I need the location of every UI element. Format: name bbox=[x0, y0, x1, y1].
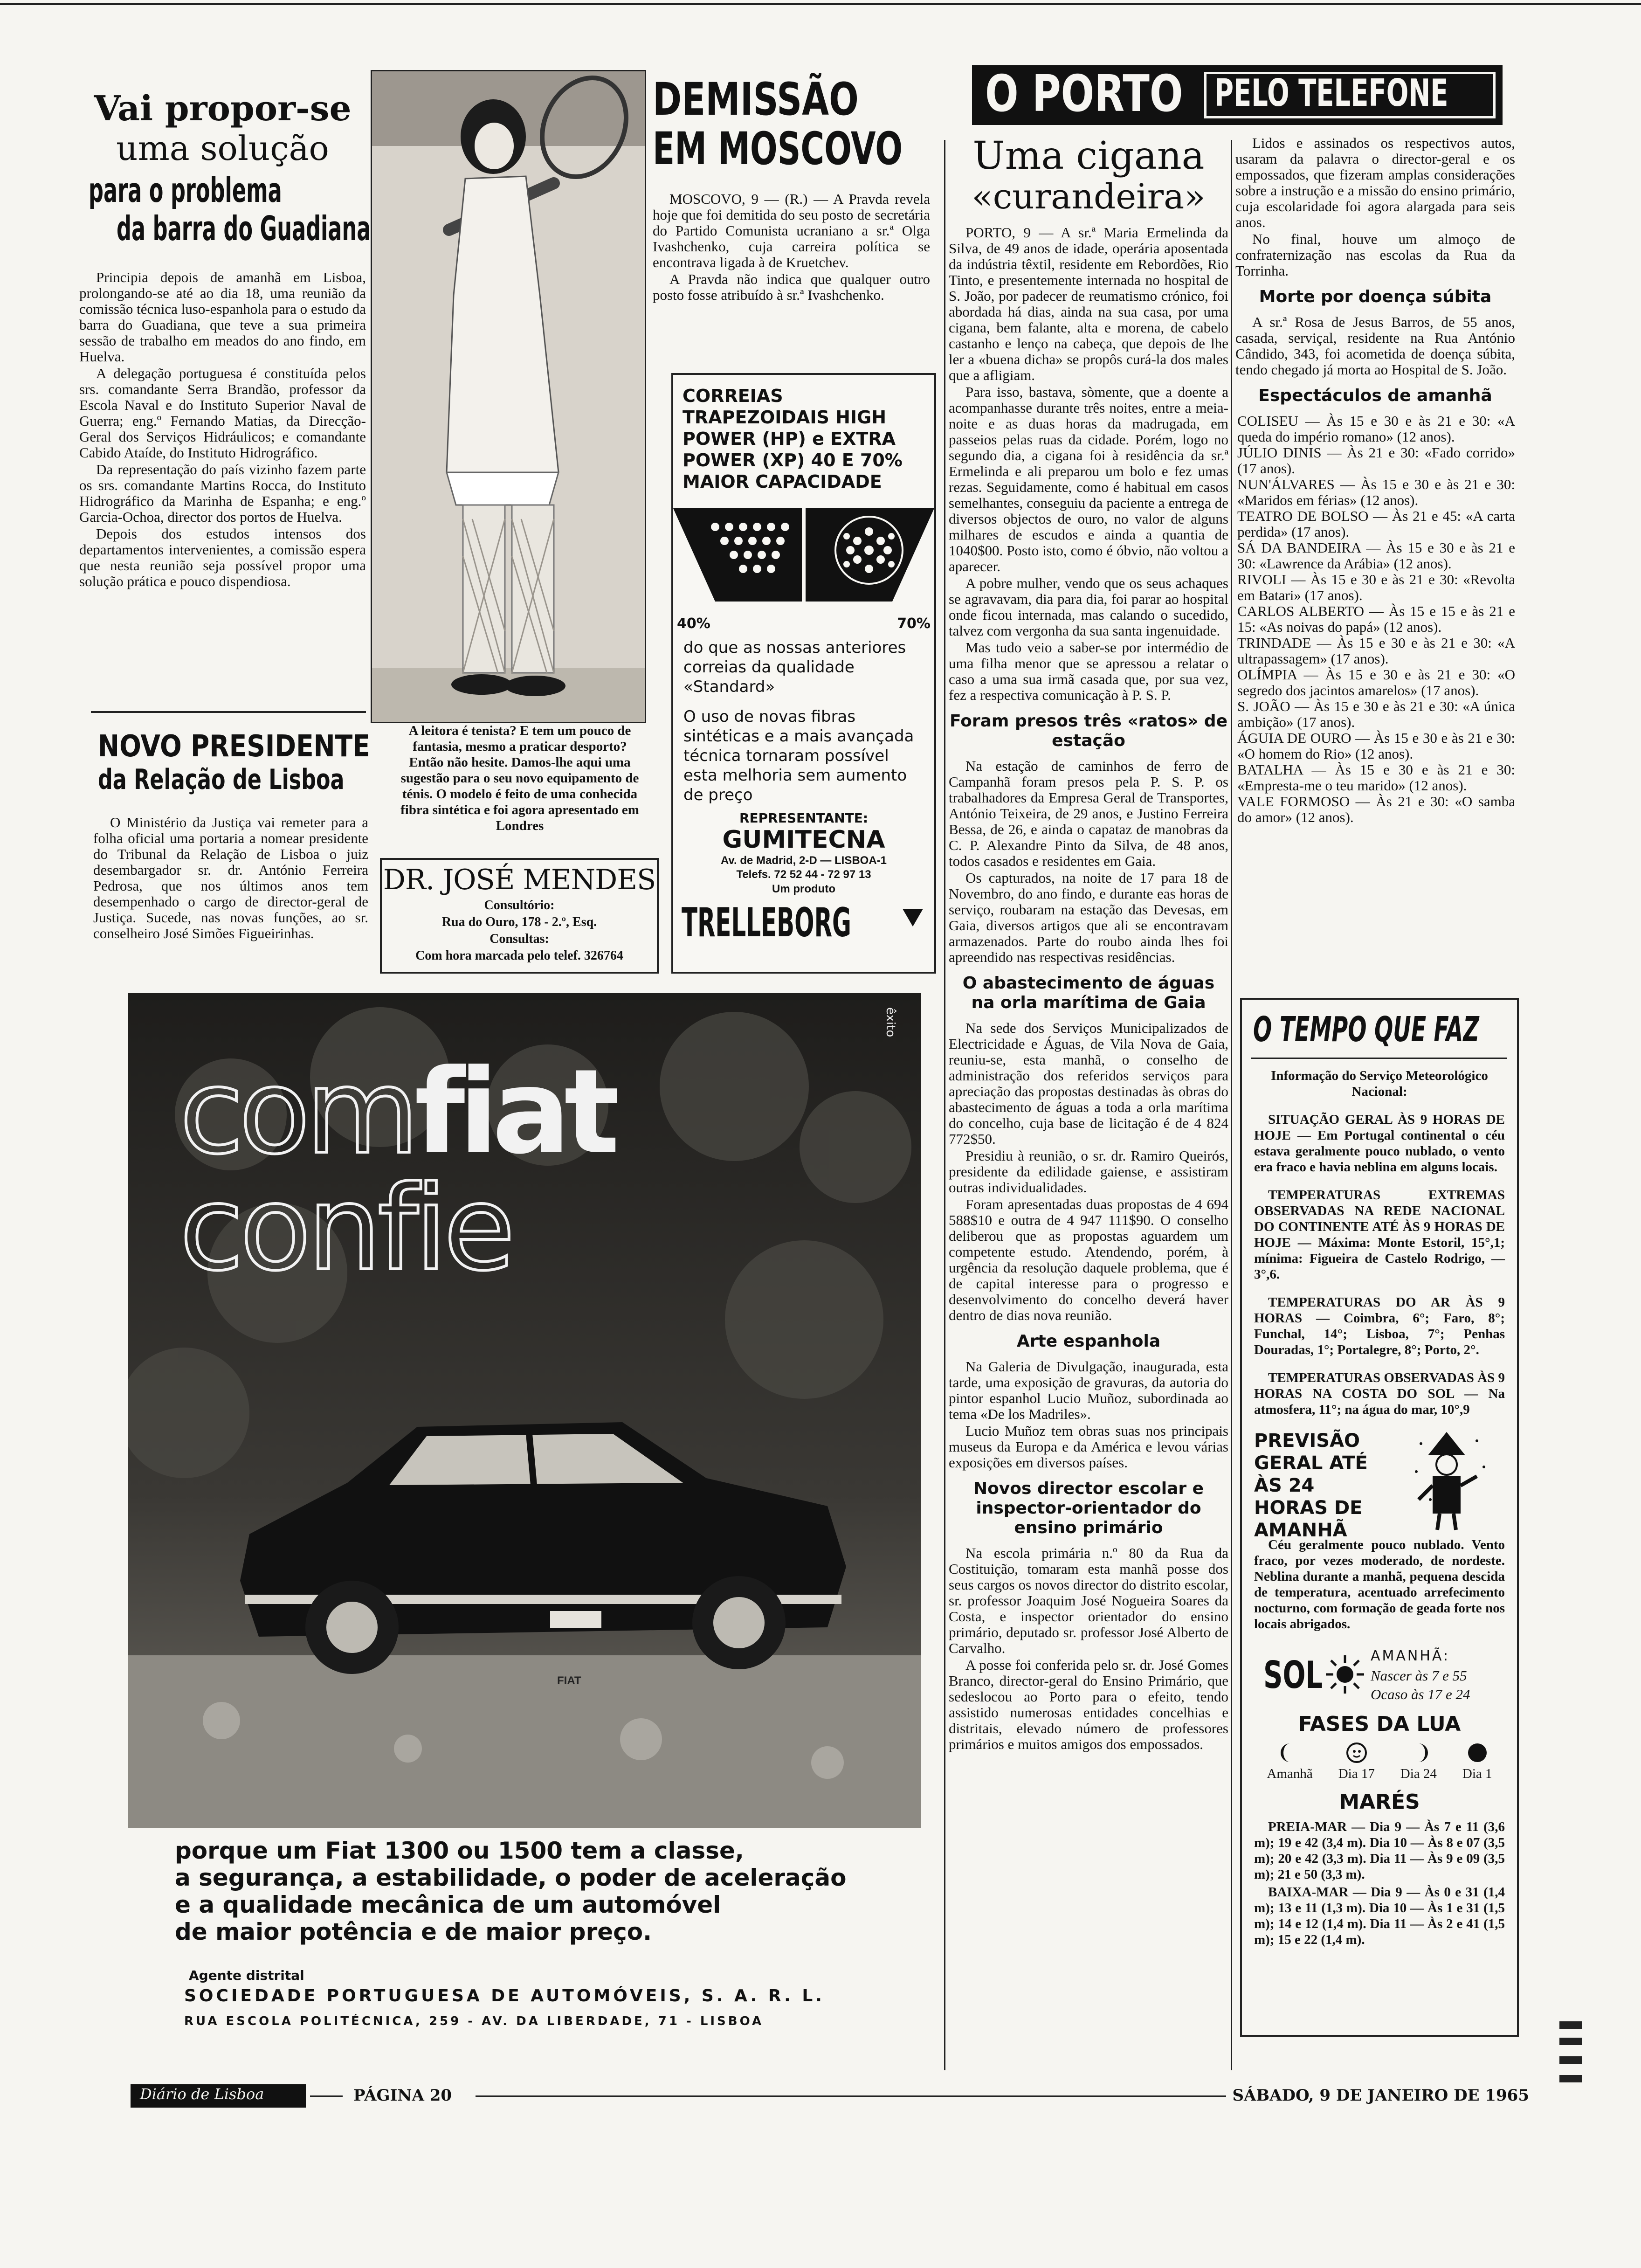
slogan-line: de maior potência e de maior preço. bbox=[175, 1918, 652, 1945]
preia-mar: PREIA-MAR — Dia 9 — Às 7 e 11 (3,6 m); 19 e 42 (3,4 m). Dia 10 — Às 8 e 07 (3,5 m); 20 e 42 (3,3 m). Dia 11 — Às 9 e 09 (3,5 m); 21 e 50 (3,3 m). bbox=[1254, 1819, 1505, 1882]
paragraph: Para isso, bastava, sòmente, que a doente a acompanhasse durante três noites, entre a meia-noite e as duas horas da madrugada, em passeios pelas ruas da cidade. Porém, logo no segundo dia, a cigana foi à residência da sr.ª Ermelinda e ali preparou um bolo e fez umas rezas. Seguidamente, como é habitual em casos semelhantes, conseguiu da paciente a entrega de diversos objectos de ouro, no valor de alguns milhares de escudos e ainda a quantia de 1040$00. Posto isto, como é óbvio, não voltou a aparecer. bbox=[949, 384, 1228, 574]
moon-phase bbox=[1338, 1741, 1375, 1782]
headline-line: EM MOSCOVO bbox=[653, 123, 903, 175]
mares-body bbox=[1254, 1819, 1505, 1948]
register-mark bbox=[1559, 2075, 1582, 2082]
list-item: TRINDADE — Às 15 e 30 e às 21 e 30: «A ultrapassagem» (17 anos). bbox=[1237, 635, 1515, 667]
porto-title: O PORTO bbox=[985, 65, 1183, 123]
paragraph: Lidos e assinados os respectivos autos, usaram da palavra o director-geral e os empossados, que fizeram amplas considerações sobre a instrução e a missão do ensino primário, cuja escolaridade foi agora alargada para seis anos. bbox=[1235, 135, 1515, 230]
headline-line: Vai propor-se bbox=[94, 89, 352, 129]
paragraph: Na sede dos Serviços Municipalizados de Electricidade e Águas, de Vila Nova de Gaia, reuniu-se, esta manhã, o conselho de administração dos referidos serviços para apreciação das propostas destinadas às obras do abastecimento de águas a toda a orla marítima do concelho, cuja base de licitação é de 4 824 772$50. bbox=[949, 1020, 1228, 1147]
word-confie: confie bbox=[179, 1161, 512, 1296]
belt-cross-section-graphic bbox=[673, 499, 934, 615]
photo-frame bbox=[371, 70, 646, 723]
headline-line: Uma cigana bbox=[972, 134, 1205, 178]
register-mark bbox=[1559, 2038, 1582, 2045]
body bbox=[79, 270, 366, 589]
ocaso-text: Ocaso às 17 e 24 bbox=[1371, 1686, 1470, 1702]
slogan-line: a segurança, a estabilidade, o poder de aceleração bbox=[175, 1864, 847, 1891]
body bbox=[653, 191, 930, 303]
doctor-line: Consultas: bbox=[490, 932, 549, 946]
paragraph: Na Galeria de Divulgação, inaugurada, esta tarde, uma exposição de gravuras, da autoria do pintor espanhol Lucio Muñoz, subordinada ao tema «De los Madriles». bbox=[949, 1358, 1228, 1422]
headline-line: da Relação de Lisboa bbox=[98, 763, 345, 796]
rep-name: GUMITECNA bbox=[722, 826, 885, 854]
weather-extremas: TEMPERATURAS EXTREMAS OBSERVADAS NA REDE NACIONAL DO CONTINENTE ATÉ ÀS 9 HORAS DE HOJE — Máxima: Monte Estoril, 15°,1; mínima: Figueira de Castelo Rodrigo, —3°,6. bbox=[1254, 1188, 1505, 1282]
mares-title: MARÉS bbox=[1339, 1790, 1420, 1814]
slogan-line: porque um Fiat 1300 ou 1500 tem a classe, bbox=[175, 1837, 744, 1864]
phase-label: Dia 24 bbox=[1400, 1766, 1437, 1781]
list-item: VALE FORMOSO — Às 21 e 30: «O samba do amor» (12 anos). bbox=[1237, 793, 1515, 825]
rep-phones: Telefs. 72 52 44 - 72 97 13 bbox=[736, 868, 871, 881]
paragraph: A pobre mulher, vendo que os seus achaques se agravavam, dia para dia, foi parar ao hospital onde ficou internada, mas calando o sucedido, talvez com vergonha da sua santa ingenuidade. bbox=[949, 575, 1228, 639]
column-rule bbox=[91, 711, 366, 713]
ad-trelleborg bbox=[671, 373, 936, 974]
pct-right: 70% bbox=[897, 615, 931, 632]
subheadline: O abastecimento de águas na orla marítima de Gaia bbox=[962, 974, 1215, 1012]
list-item: BATALHA — Às 15 e 30 e às 21 e 30: «Empresta-me o teu marido» (12 anos). bbox=[1237, 761, 1515, 794]
page-date: SÁBADO, 9 DE JANEIRO DE 1965 bbox=[1226, 2086, 1529, 2105]
tennis-player-photo bbox=[372, 71, 645, 722]
list-item: OLÍMPIA — Às 15 e 30 e às 21 e 30: «O segredo dos jacintos amarelos» (17 anos). bbox=[1237, 666, 1515, 698]
word-com: com bbox=[179, 1044, 414, 1180]
headline-line: «curandeira» bbox=[972, 177, 1206, 217]
weather-intro: Informação do Serviço Meteorológico Nacional: bbox=[1271, 1068, 1488, 1099]
body bbox=[1235, 135, 1515, 279]
moon-phases bbox=[1254, 1741, 1505, 1782]
weather-man-illustration-icon bbox=[1402, 1430, 1496, 1532]
list-item: RIVOLI — Às 15 e 30 e às 21 e 30: «Revolta em Batari» (17 anos). bbox=[1237, 571, 1515, 603]
porto-subtitle: PELO TELEFONE bbox=[1214, 71, 1448, 115]
paragraph: Mas tudo veio a saber-se por intermédio de uma filha menor que se apressou a relatar o caso a uma sua irmã casada que, por sua vez, fez a respectiva comunicação à P. S. P. bbox=[949, 639, 1228, 703]
phase-label: Amanhã bbox=[1267, 1766, 1313, 1781]
spectacles-list bbox=[1235, 413, 1515, 825]
plate-text: FIAT bbox=[557, 1674, 581, 1687]
subheadline: Arte espanhola bbox=[1016, 1332, 1161, 1351]
rep-address: Av. de Madrid, 2-D — LISBOA-1 bbox=[720, 854, 887, 867]
doctor-name: DR. JOSÉ MENDES bbox=[383, 864, 656, 896]
previsao-title: PREVISÃO GERAL ATÉ ÀS 24 HORAS DE AMANHÃ bbox=[1254, 1430, 1368, 1541]
ad-headline: CORREIAS TRAPEZOIDAIS HIGH POWER (HP) e EXTRA POWER (XP) 40 E 70% MAIOR CAPACIDADE bbox=[683, 386, 903, 492]
word-fiat: fiat bbox=[414, 1044, 614, 1180]
previsao-body bbox=[1254, 1537, 1505, 1632]
paragraph: No final, houve um almoço de confraternização nas escolas da Rua da Torrinha. bbox=[1235, 231, 1515, 279]
footer-rule bbox=[310, 2095, 343, 2097]
fiat-wordmark-confie bbox=[179, 1161, 512, 1296]
list-item: COLISEU — Às 15 e 30 e às 21 e 30: «A queda do império romano» (12 anos). bbox=[1237, 413, 1515, 445]
paragraph: Principia depois de amanhã em Lisboa, prolongando-se até ao dia 18, uma reunião da comissão técnica luso-espanhola para o estudo da barra do Guadiana, que teve a sua primeira sessão de trabalho em meados do ano findo, em Huelva. bbox=[79, 269, 366, 365]
article-cigana bbox=[949, 135, 1228, 1753]
paragraph: Depois dos estudos intensos dos departamentos intervenientes, a comissão espera que nesta reunião seja possível propor uma solução prática e pouco dispendiosa. bbox=[79, 526, 366, 589]
weather-situacao: SITUAÇÃO GERAL ÀS 9 HORAS DE HOJE — Em Portugal continental o céu estava geralmente pouco nublado, o vento era fraco e havia neblina em alguns locais. bbox=[1254, 1112, 1505, 1175]
weather-box bbox=[1240, 998, 1519, 2037]
fases-title: FASES DA LUA bbox=[1298, 1712, 1461, 1736]
ad-line-standard: do que as nossas anteriores correias da qualidade «Standard» bbox=[683, 638, 906, 696]
headline bbox=[79, 89, 371, 248]
article-relacao bbox=[93, 730, 368, 942]
weather-ar: TEMPERATURAS DO AR ÀS 9 HORAS — Coimbra, 6°; Faro, 8°; Funchal, 14°; Lisboa, 7°; Penhas Douradas, 1°; Portalegre, 8°; Porto, 2°. bbox=[1254, 1295, 1505, 1357]
paragraph: A delegação portuguesa é constituída pelos srs. comandante Serra Brandão, professor da Escola Naval e do Instituto Superior Naval de Guerra; eng.º Fernando Matias, da Direcção-Geral dos Serviços Hidráulicos; e comandante Cabido Ataíde, do Instituto Hidrográfico. bbox=[79, 365, 366, 461]
body bbox=[949, 758, 1228, 965]
paragraph: MOSCOVO, 9 — (R.) — A Pravda revela hoje que foi demitida do seu posto de secretária do Partido Comunista ucraniano a sr.ª Olga Ivashchenko, cuja carreira política se encontrava ligada à de Kruetchev. bbox=[653, 191, 930, 270]
baixa-mar: BAIXA-MAR — Dia 9 — Às 0 e 31 (1,4 m); 13 e 11 (1,3 m). Dia 10 — Às 1 e 31 (1,5 m); 14 e 12 (1,4 m). Dia 11 — Às 2 e 41 (1,5 m); 15 e 22 (1,4 m). bbox=[1254, 1885, 1505, 1947]
moon-full-icon bbox=[1345, 1741, 1368, 1764]
article-moscovo bbox=[653, 75, 930, 304]
moon-new-icon bbox=[1466, 1741, 1489, 1764]
sun-icon bbox=[1324, 1653, 1366, 1695]
list-item: SÁ DA BANDEIRA — Às 15 e 30 e às 21 e 30: «Lawrence da Arábia» (12 anos). bbox=[1237, 539, 1515, 572]
headline-line: DEMISSÃO bbox=[653, 73, 859, 125]
paragraph: A Pravda não indica que qualquer outro posto fosse atribuído à sr.ª Ivashchenko. bbox=[653, 271, 930, 303]
slogan-line: e a qualidade mecânica de um automóvel bbox=[175, 1891, 721, 1918]
paragraph: Foram apresentadas duas propostas de 4 694 588$10 e outra de 4 947 111$90. O conselho deliberou que as propostas aguardem um competente estudo. Atendendo, porém, à urgência da resolução daquele problema, que é de capital interesse para o progresso e desenvolvimento do concelho deverá haver dentro de dias nova reunião. bbox=[949, 1196, 1228, 1323]
headline-line: para o problema bbox=[89, 171, 282, 210]
nascer-text: Nascer às 7 e 55 bbox=[1371, 1667, 1467, 1684]
body bbox=[949, 1545, 1228, 1752]
agent-label: Agente distrital bbox=[189, 1968, 304, 1983]
column-rule bbox=[944, 140, 945, 2070]
doctor-line: Consultório: bbox=[484, 898, 555, 913]
footer bbox=[131, 2080, 1529, 2112]
amanha-label: AMANHÃ: bbox=[1371, 1648, 1450, 1664]
fiat-slogan bbox=[175, 1837, 874, 1945]
rep-label: REPRESENTANTE: bbox=[739, 810, 869, 826]
fiat-wordmark bbox=[179, 1044, 614, 1180]
masthead-text: Diário de Lisboa bbox=[140, 2085, 264, 2103]
caption-text: A leitora é tenista? E tem um pouco de fantasia, mesmo a praticar desporto? Então não hesite. Damos-lhe aqui uma sugestão para o seu novo equipamento de ténis. O modelo é feito de uma conhecida fibra sintética e foi agora apresentado em Londres bbox=[400, 723, 639, 833]
weather-title: O TEMPO QUE FAZ bbox=[1253, 1010, 1479, 1050]
list-item: NUN'ÁLVARES — Às 15 e 30 e às 21 e 30: «Maridos em férias» (12 anos). bbox=[1237, 476, 1515, 508]
list-item: JÚLIO DINIS — Às 21 e 30: «Fado corrido» (17 anos). bbox=[1237, 444, 1515, 477]
moon-waning-icon bbox=[1407, 1741, 1430, 1764]
phase-label: Dia 1 bbox=[1462, 1766, 1492, 1781]
agent-company: SOCIEDADE PORTUGUESA DE AUTOMÓVEIS, S. A. R. L. bbox=[184, 1986, 825, 2005]
agent-address: RUA ESCOLA POLITÉCNICA, 259 - AV. DA LIBERDADE, 71 - LISBOA bbox=[184, 2014, 764, 2028]
brand-triangle-icon bbox=[903, 909, 923, 927]
body bbox=[949, 1020, 1228, 1323]
headline-line: uma solução bbox=[116, 129, 329, 168]
sol-label: SOL bbox=[1263, 1653, 1323, 1697]
paragraph: Presidiu à reunião, o sr. dr. Ramiro Queirós, presidente da edilidade gaiense, e assistiram outras individualidades. bbox=[949, 1148, 1228, 1196]
article-lidos bbox=[1235, 135, 1515, 825]
body bbox=[1235, 314, 1515, 378]
subheadline: Morte por doença súbita bbox=[1259, 287, 1492, 306]
ad-line-fibras: O uso de novas fibras sintéticas e a mais avançada técnica tornaram possível esta melhoria sem aumento de preço bbox=[683, 707, 914, 804]
weather-title-rule bbox=[1251, 1058, 1507, 1059]
column-rule bbox=[1231, 140, 1232, 2070]
paragraph: Os capturados, na noite de 17 para 18 de Novembro, do ano findo, e durante eas horas de serviço, roubaram na estação das Devesas, em Gaia, diversos artigos que ali se encontravam armazenados. Parte do roubo ainda lhes foi apreendido nas respectivas residências. bbox=[949, 870, 1228, 965]
doctor-line: Com hora marcada pelo telef. 326764 bbox=[415, 948, 623, 963]
body bbox=[93, 815, 368, 941]
doctor-line: Rua do Ouro, 178 - 2.º, Esq. bbox=[441, 915, 597, 929]
headline-line: NOVO PRESIDENTE bbox=[98, 729, 370, 764]
phase-label: Dia 17 bbox=[1338, 1766, 1375, 1781]
header-porto bbox=[972, 65, 1499, 135]
moon-phase bbox=[1267, 1741, 1312, 1782]
paragraph: Da representação do país vizinho fazem parte os srs. comandante Martins Rocca, do Instituto Hidrográfico da Marinha de Espanha; e eng.º Garcia-Ochoa, director dos portos de Huelva. bbox=[79, 461, 366, 525]
weather-costa: TEMPERATURAS OBSERVADAS ÀS 9 HORAS NA COSTA DO SOL — Na atmosfera, 11°; na água do mar, 10°,9 bbox=[1254, 1370, 1505, 1417]
headline-line: da barra do Guadiana bbox=[117, 209, 371, 248]
top-rule bbox=[0, 3, 1641, 5]
list-item: TEATRO DE BOLSO — Às 21 e 45: «A carta perdida» (17 anos). bbox=[1237, 508, 1515, 540]
paragraph: Lucio Muñoz tem obras suas nos principais museus da Europa e da América e levou várias exposições em diversos países. bbox=[949, 1423, 1228, 1471]
paragraph: A posse foi conferida pelo sr. dr. José Gomes Branco, director-geral do Ensino Primário, que sedeslocou ao Porto para o efeito, tendo assistido numerosas entidades concelhias e distritais, elevado número de professores primários e muitos amigos dos empossados. bbox=[949, 1657, 1228, 1752]
page-number: PÁGINA 20 bbox=[353, 2086, 452, 2105]
moon-phase bbox=[1462, 1741, 1492, 1782]
paragraph: Na escola primária n.º 80 da Rua da Costituição, tomaram esta manhã posse dos seus cargos os novos director do distrito escolar, sr. professor Joaquim José Nogueira Soares da Costa, e inspector orientador do ensino primário, deputado sr. professor José Alberto de Carvalho. bbox=[949, 1545, 1228, 1656]
body bbox=[949, 225, 1228, 703]
list-item: S. JOÃO — Às 15 e 30 e às 21 e 30: «A única ambição» (17 anos). bbox=[1237, 698, 1515, 730]
fiat-tag: êxito bbox=[883, 1007, 897, 1037]
register-mark bbox=[1559, 2056, 1582, 2064]
previsao-text: Céu geralmente pouco nublado. Vento fraco, por vezes moderado, de nordeste. Neblina durante a manhã, pequena descida de temperatura, acentuado arrefecimento nocturno, com formação de geada forte nos locais abrigados. bbox=[1254, 1537, 1505, 1632]
paragraph: A sr.ª Rosa de Jesus Barros, de 55 anos, casada, serviçal, residente na Rua António Cândido, 343, foi acometida de doença súbita, tendo chegado já morta ao Hospital de S. João. bbox=[1235, 314, 1515, 378]
subheadline: Foram presos três «ratos» de estação bbox=[949, 712, 1227, 750]
product-label: Um produto bbox=[772, 883, 835, 895]
pct-left: 40% bbox=[677, 615, 710, 632]
brand-logo: TRELLEBORG bbox=[682, 899, 851, 946]
weather-body bbox=[1254, 1068, 1505, 1418]
moon-phase bbox=[1400, 1741, 1437, 1782]
ad-doctor bbox=[380, 858, 659, 974]
register-mark bbox=[1559, 2021, 1582, 2029]
paragraph: PORTO, 9 — A sr.ª Maria Ermelinda da Silva, de 49 anos de idade, operária aposentada da indústria têxtil, residente em Rebordões, Rio Tinto, e presentemente internada no hospital de S. João, por padecer de reumatismo crónico, foi abordada há dias, ainda na sua casa, por uma cigana, bem falante, alta e morena, de cabelo castanho e lenço na cabeça, que depois de lhe ler a «buena dicha» se propôs curá-la dos males que a afligiam. bbox=[949, 224, 1228, 383]
list-item: ÁGUIA DE OURO — Às 15 e 30 e às 21 e 30: «O homem do Rio» (12 anos). bbox=[1237, 730, 1515, 762]
footer-rule bbox=[476, 2095, 1319, 2097]
subheadline: Novos director escolar e inspector-orientador do ensino primário bbox=[973, 1479, 1204, 1537]
paragraph: Na estação de caminhos de ferro de Campanhã foram presos pela P. S. P. os trabalhadores da Empresa Geral de Transportes, António Teixeira, de 29 anos, e Justino Ferreira Bessa, de 26, e ainda o capataz de manobras da C. P. Alexandre Pinto da Silva, de 48 anos, todos casados e residentes em Gaia. bbox=[949, 758, 1228, 869]
photo-caption bbox=[396, 723, 643, 834]
subheadline: Espectáculos de amanhã bbox=[1258, 386, 1492, 405]
ad-fiat bbox=[124, 993, 925, 2047]
moon-waxing-icon bbox=[1278, 1741, 1302, 1764]
paragraph: O Ministério da Justiça vai remeter para a folha oficial uma portaria a nomear presidente do Tribunal da Relação de Lisboa o juiz desembargador sr. dr. António Ferreira Pedrosa, que nos últimos anos tem desempenhado o cargo de director-geral de Justiça. Sucede, nas novas funções, ao sr. conselheiro José Simões Figueirinhas. bbox=[93, 814, 368, 941]
list-item: CARLOS ALBERTO — Às 15 e 15 e às 21 e 15: «As noivas do papá» (12 anos). bbox=[1237, 603, 1515, 635]
article-guadiana bbox=[79, 89, 371, 590]
body bbox=[949, 1359, 1228, 1471]
